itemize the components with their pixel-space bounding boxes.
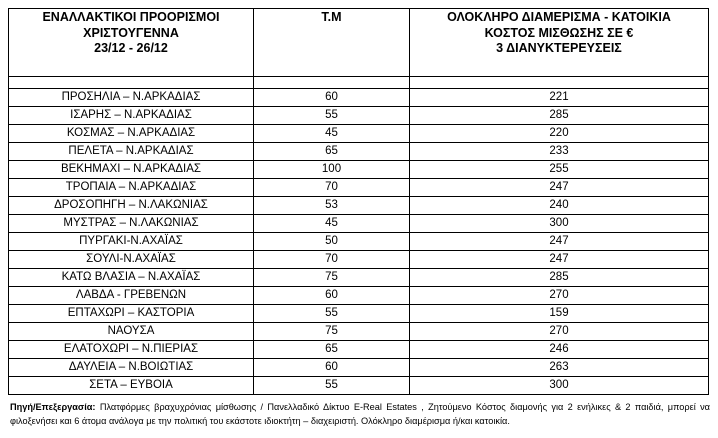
cost-cell: 240 <box>410 197 709 215</box>
cost-cell: 270 <box>410 323 709 341</box>
spacer-cell <box>410 77 709 89</box>
cost-cell: 255 <box>410 161 709 179</box>
spacer-row <box>9 77 709 89</box>
sqm-cell: 55 <box>254 305 410 323</box>
sqm-cell: 60 <box>254 89 410 107</box>
sqm-cell: 70 <box>254 251 410 269</box>
sqm-cell: 45 <box>254 125 410 143</box>
cost-cell: 285 <box>410 107 709 125</box>
destination-cell: ΔΑΥΛΕΙΑ – Ν.ΒΟΙΩΤΙΑΣ <box>9 359 254 377</box>
table-row <box>9 197 709 215</box>
rental-cost-table <box>8 8 709 395</box>
spacer-cell <box>254 77 410 89</box>
table-row <box>9 89 709 107</box>
table-row <box>9 143 709 161</box>
table-row <box>9 161 709 179</box>
table-row <box>9 125 709 143</box>
destination-cell: ΕΛΑΤΟΧΩΡΙ – Ν.ΠΙΕΡΙΑΣ <box>9 341 254 359</box>
header-destinations-line-2: ΧΡΙΣΤΟΥΓΕΝΝΑ <box>83 25 179 40</box>
sqm-cell: 60 <box>254 359 410 377</box>
destination-cell: ΠΥΡΓΑΚΙ-Ν.ΑΧΑΪΑΣ <box>9 233 254 251</box>
destination-cell: ΙΣΑΡΗΣ – Ν.ΑΡΚΑΔΙΑΣ <box>9 107 254 125</box>
spacer-cell <box>9 77 254 89</box>
header-destinations-line-3: 23/12 - 26/12 <box>94 41 168 55</box>
table-row <box>9 107 709 125</box>
source-text: Πλατφόρμες βραχυχρόνιας μίσθωσης / Πανελλαδικό Δίκτυο E-Real Estates , Ζητούμενο Κόστος διαμονής για 2 ενήλικες & 2 παιδιά, μπορεί να φιλοξενήσει και 6 άτομα ανάλογα με την πολιτική του εκάστοτε ιδιοκτήτη – διαχειριστή. Ολόκληρο διαμέρισμα ή/και κατοικία. <box>10 402 710 426</box>
sqm-cell: 65 <box>254 341 410 359</box>
destination-cell: ΚΑΤΩ ΒΛΑΣΙΑ – Ν.ΑΧΑΪΑΣ <box>9 269 254 287</box>
table-row <box>9 215 709 233</box>
destination-cell: ΔΡΟΣΟΠΗΓΗ – Ν.ΛΑΚΩΝΙΑΣ <box>9 197 254 215</box>
table-row <box>9 323 709 341</box>
table-row <box>9 341 709 359</box>
cost-cell: 246 <box>410 341 709 359</box>
cost-cell: 233 <box>410 143 709 161</box>
destination-cell: ΝΑΟΥΣΑ <box>9 323 254 341</box>
header-cost-line-2: ΚΟΣΤΟΣ ΜΙΣΘΩΣΗΣ ΣΕ € <box>484 25 634 40</box>
table-row <box>9 269 709 287</box>
cost-cell: 300 <box>410 377 709 395</box>
sqm-cell: 50 <box>254 233 410 251</box>
header-cost <box>410 9 709 77</box>
cost-cell: 285 <box>410 269 709 287</box>
destination-cell: ΤΡΟΠΑΙΑ – Ν.ΑΡΚΑΔΙΑΣ <box>9 179 254 197</box>
sqm-cell: 70 <box>254 179 410 197</box>
destination-cell: ΠΕΛΕΤΑ – Ν.ΑΡΚΑΔΙΑΣ <box>9 143 254 161</box>
cost-cell: 263 <box>410 359 709 377</box>
table-row <box>9 251 709 269</box>
header-sqm-line-1: Τ.Μ <box>321 10 342 24</box>
table-row <box>9 377 709 395</box>
table-row <box>9 305 709 323</box>
cost-cell: 159 <box>410 305 709 323</box>
table-row <box>9 359 709 377</box>
header-destinations-line-1: ΕΝΑΛΛΑΚΤΙΚΟΙ ΠΡΟΟΡΙΣΜΟΙ <box>42 10 220 24</box>
destination-cell: ΕΠΤΑΧΩΡΙ – ΚΑΣΤΟΡΙΑ <box>9 305 254 323</box>
cost-cell: 247 <box>410 179 709 197</box>
sqm-cell: 60 <box>254 287 410 305</box>
sqm-cell: 55 <box>254 107 410 125</box>
cost-cell: 300 <box>410 215 709 233</box>
table-row <box>9 233 709 251</box>
sqm-cell: 100 <box>254 161 410 179</box>
sqm-cell: 53 <box>254 197 410 215</box>
destination-cell: ΠΡΟΣΗΛΙΑ – Ν.ΑΡΚΑΔΙΑΣ <box>9 89 254 107</box>
header-cost-line-3: 3 ΔΙΑΝΥΚΤΕΡΕΥΣΕΙΣ <box>496 41 622 55</box>
source-note <box>10 400 710 428</box>
cost-cell: 247 <box>410 233 709 251</box>
cost-cell: 220 <box>410 125 709 143</box>
header-sqm <box>254 9 410 77</box>
sqm-cell: 65 <box>254 143 410 161</box>
sqm-cell: 45 <box>254 215 410 233</box>
destination-cell: ΚΟΣΜΑΣ – Ν.ΑΡΚΑΔΙΑΣ <box>9 125 254 143</box>
sqm-cell: 75 <box>254 323 410 341</box>
table-row <box>9 179 709 197</box>
cost-cell: 221 <box>410 89 709 107</box>
destination-cell: ΜΥΣΤΡΑΣ – Ν.ΛΑΚΩΝΙΑΣ <box>9 215 254 233</box>
destination-cell: ΣΕΤΑ – ΕΥΒΟΙΑ <box>9 377 254 395</box>
header-destinations <box>9 9 254 77</box>
source-label: Πηγή/Επεξεργασία: <box>10 402 96 412</box>
cost-cell: 270 <box>410 287 709 305</box>
table-row <box>9 287 709 305</box>
header-row <box>9 9 709 77</box>
header-cost-line-1: ΟΛΟΚΛΗΡΟ ΔΙΑΜΕΡΙΣΜΑ - ΚΑΤΟΙΚΙΑ <box>447 10 671 24</box>
cost-cell: 247 <box>410 251 709 269</box>
sqm-cell: 55 <box>254 377 410 395</box>
destination-cell: ΒΕΚΗΜΑΧΙ – Ν.ΑΡΚΑΔΙΑΣ <box>9 161 254 179</box>
destination-cell: ΣΟΥΛΙ-Ν.ΑΧΑΪΑΣ <box>9 251 254 269</box>
sqm-cell: 75 <box>254 269 410 287</box>
destination-cell: ΛΑΒΔΑ - ΓΡΕΒΕΝΩΝ <box>9 287 254 305</box>
